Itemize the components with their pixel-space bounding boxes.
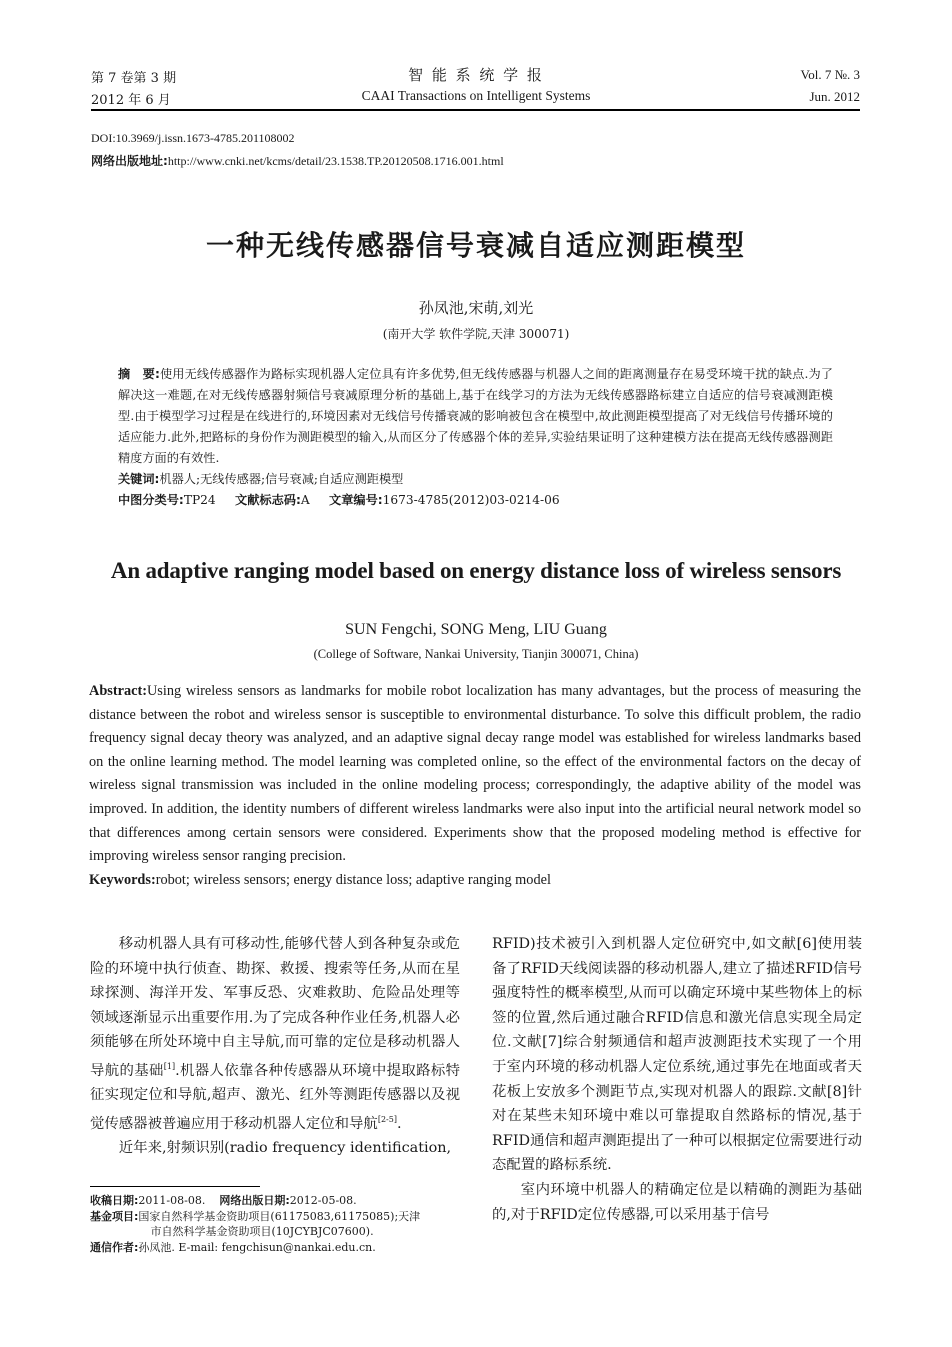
affiliation-cn: (南开大学 软件学院,天津 300071) [382,327,570,341]
volume-issue-en: Vol. 7 №. 3 [800,67,860,82]
footnote-rule [90,1186,260,1187]
abstract-cn-text: 使用无线传感器作为路标实现机器人定位具有许多优势,但无线传感器与机器人之间的距离测量存在易受环境干扰的缺点.为了解决这一难题,在对无线传感器射频信号衰减原理分析的基础上,基于在线学习的方法为无线传感器路标建立自适应的信号衰减测距模型.由于模型学习过程是在线进行的,环境因素对无线信号传播衰减的影响被包含在模型中,故此测距模型提高了对无线信号传播环境的适应能力.此外,把路标的身份作为测距模型的输入,从而区分了传感器个体的差异,实验结果证明了这种建模方法在提高无线传感器测距精度方面的有效性. [118,367,833,465]
abstract-en-text: Using wireless sensors as landmarks for mobile robot localization has many advantages, but the process of measuring the distance between the robot and wireless sensor is susceptible to environmental disturbance. To solve this difficult problem, the radio frequency signal decay theory was analyzed, and an adaptive signal decay range model was established for wireless landmarks based on the online learning method. The model learning was completed online, so the effect of the environmental factors on the decay of wireless signal transmission was included in the online modeling process; correspondingly, the adaptive ability of the model was improved. In addition, the identity numbers of different wireless landmarks were also input into the artificial neural network model so that differences among certain sensors were considered. Experiments show that the proposed modeling method is effective for improving wireless sensor ranging precision. [89,683,861,865]
abstract-en [89,680,861,892]
citation: [2-5] [377,1114,397,1124]
corresponding-author-label: 通信作者: [90,1240,139,1254]
online-date: 2012-05-08. [289,1194,357,1207]
keywords-en: robot; wireless sensors; energy distance loss; adaptive ranging model [155,871,551,888]
online-url-label: 网络出版地址: [91,154,168,168]
date-en: Jun. 2012 [809,89,860,104]
body-paragraph: 近年来,射频识别(radio frequency identification, [118,1140,452,1157]
date-cn: 2012 年 6 月 [91,93,171,108]
body-paragraph: 室内环境中机器人的精确定位是以精确的测距为基础的,对于RFID定位传感器,可以采用基于信号 [492,1181,862,1223]
header-rule [91,109,860,111]
abstract-cn [118,364,833,511]
doc-code-label: 文献标志码: [235,493,301,507]
article-no-label: 文章编号: [329,493,383,507]
authors-cn: 孙凤池,宋萌,刘光 [418,299,534,317]
online-date-label: 网络出版日期: [219,1194,290,1207]
online-url: http://www.cnki.net/kcms/detail/23.1538.TP.20120508.1716.001.html [167,154,504,168]
title-en: An adaptive ranging model based on energy distance loss of wireless sensors [110,558,842,583]
clc-value: TP24 [183,493,216,507]
online-url-line [91,152,504,169]
abstract-cn-label: 摘 要: [118,367,160,381]
citation: [1] [163,1061,176,1071]
fund-text-1: 国家自然科学基金资助项目(61175083,61175085);天津 [138,1209,421,1223]
article-no-value: 1673-4785(2012)03-0214-06 [382,493,560,507]
keywords-cn-label: 关键词: [118,472,160,486]
body-right-column [492,932,862,1227]
body-text: .机器人依靠各种传感器从环境中提取路标特征实现定位和导航,超声、激光、红外等测距传感器以及视觉传感器被普遍应用于移动机器人定位和导航 [90,1062,460,1132]
affiliation-en: (College of Software, Nankai University, Tianjin 300071, China) [313,647,639,661]
received-date: 2011-08-08. [138,1194,206,1207]
fund-text-2: 市自然科学基金资助项目(10JCYBJC07600). [150,1225,374,1238]
title-cn: 一种无线传感器信号衰减自适应测距模型 [205,229,746,262]
body-paragraph [90,932,460,1136]
body-left-column [90,932,460,1161]
corresponding-author: 孙凤池. E-mail: fengchisun@nankai.edu.cn. [138,1240,376,1254]
fund-label: 基金项目: [90,1209,139,1223]
doc-code-value: A [300,493,310,507]
authors-en: SUN Fengchi, SONG Meng, LIU Guang [345,621,607,638]
doi: DOI:10.3969/j.issn.1673-4785.201108002 [91,131,295,145]
footnote [90,1193,470,1255]
body-paragraph: RFID)技术被引入到机器人定位研究中,如文献[6]使用装备了RFID天线阅读器的移动机器人,建立了描述RFID信号强度特性的概率模型,从而可以确定环境中某些物体上的标签的位置,然后通过融合RFID信息和激光信息实现全局定位.文献[7]综合射频通信和超声波测距技术实现了一个用于室内环境的移动机器人定位系统,通过事先在地面或者天花板上安放多个测距节点,实现对机器人的跟踪.文献[8]针对在某些未知环境中难以可靠提取自然路标的情况,基于RFID通信和超声测距提出了一种可以根据定位需要进行动态配置的路标系统. [492,936,862,1174]
journal-name-cn: 智 能 系 统 学 报 [408,66,544,84]
journal-name-en: CAAI Transactions on Intelligent Systems [361,88,591,103]
body-text: 移动机器人具有可移动性,能够代替人到各种复杂或危险的环境中执行侦查、勘探、救援、搜索等任务,从而在星球探测、海洋开发、军事反恐、灾难救助、危险品处理等领域逐渐显示出重要作用.为了完成各种作业任务,机器人必须能够在所处环境中自主导航,而可靠的定位是移动机器人导航的基础 [90,936,460,1079]
keywords-cn: 机器人;无线传感器;信号衰减;自适应测距模型 [159,472,404,486]
volume-issue-cn: 第 7 卷第 3 期 [91,71,177,86]
body-text: . [396,1115,402,1132]
clc-label: 中图分类号: [118,493,184,507]
keywords-en-label: Keywords: [89,871,156,888]
abstract-en-label: Abstract: [89,683,147,699]
received-label: 收稿日期: [90,1194,139,1207]
